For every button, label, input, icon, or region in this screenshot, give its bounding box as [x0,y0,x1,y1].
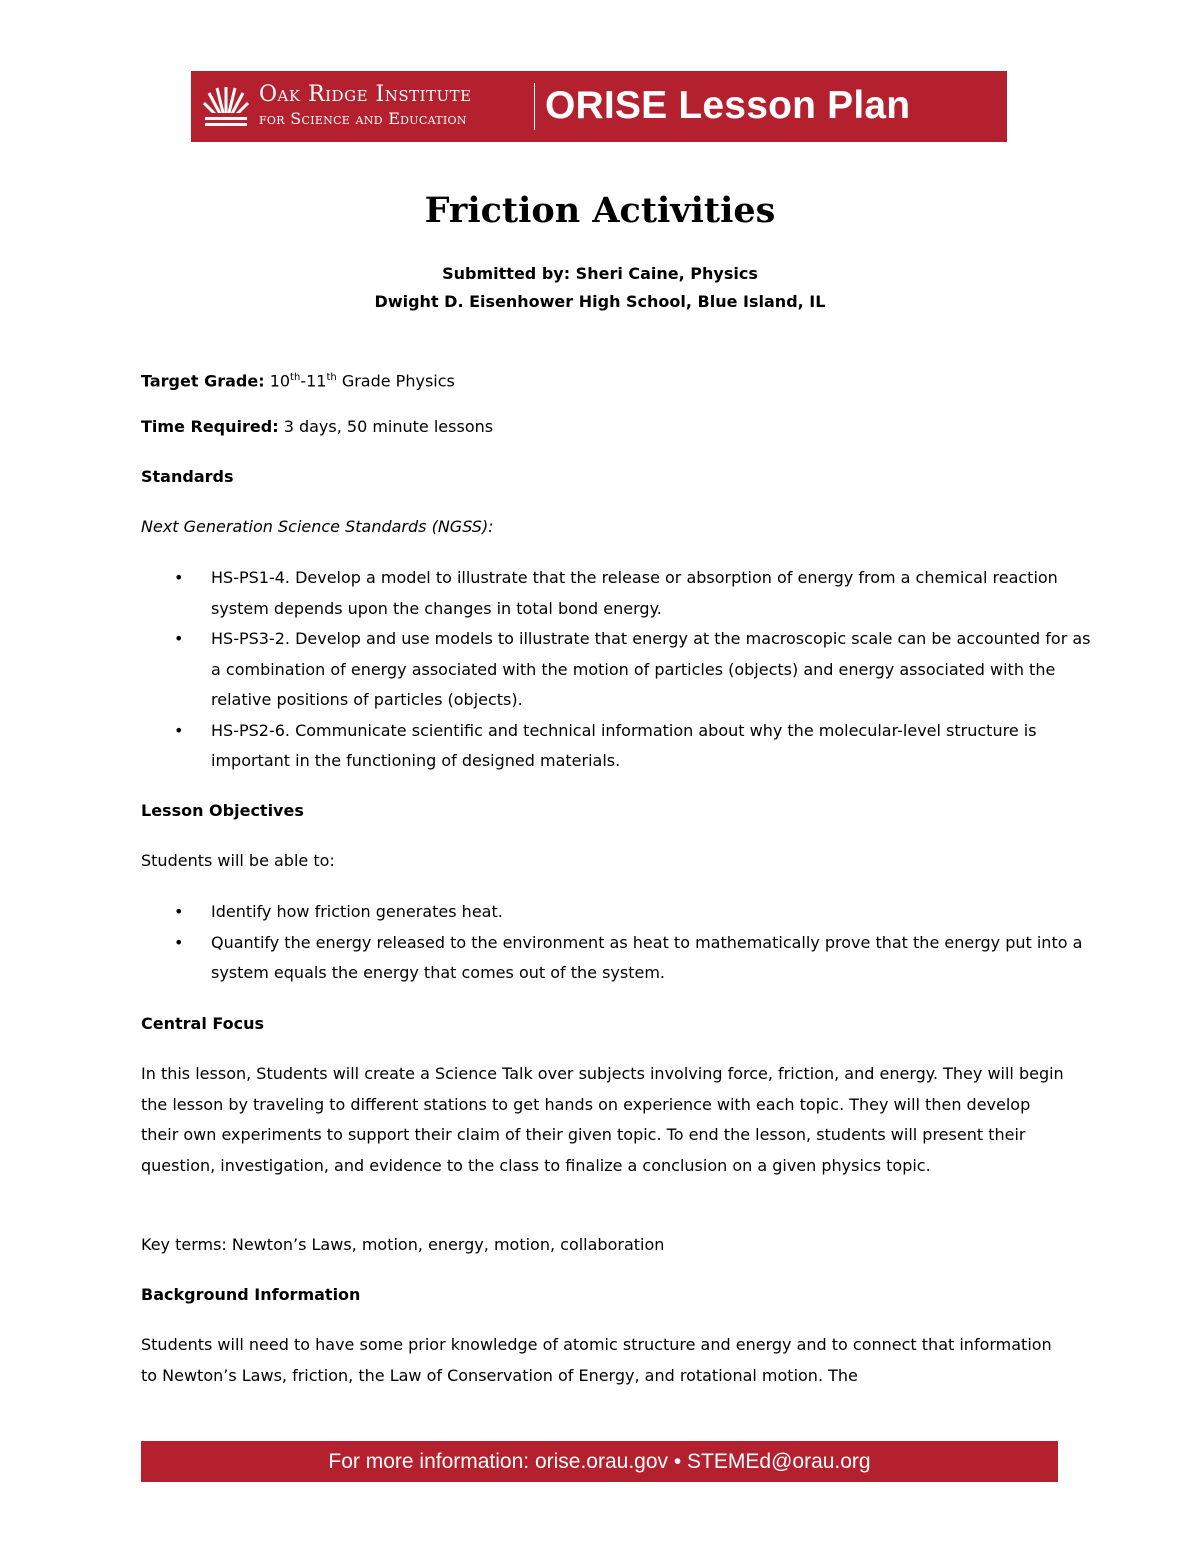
bullet-icon: • [174,629,184,648]
bullet-icon: • [174,568,184,587]
objective-item-text: Identify how friction generates heat. [211,902,503,921]
central-focus-body: In this lesson, Students will create a Science Talk over subjects involving force, friction, and energy. They will begin the lesson by traveling to different stations to get hands on experience with each topic. They will then develop their own experiments to support their claim of their given topic. To end the lesson, students will present their question, investigation, and evidence to the class to finalize a conclusion on a given physics topic. [141,1064,1064,1175]
key-terms: Key terms: Newton’s Laws, motion, energy, motion, collaboration [141,1235,665,1254]
standards-heading: Standards [141,467,234,486]
footer-banner: For more information: orise.orau.gov • STEMEd@orau.org [141,1441,1058,1482]
standard-item-text: HS-PS1-4. Develop a model to illustrate that the release or absorption of energy from a chemical reaction system depends upon the changes in total bond energy. [211,568,1058,618]
grade-to: 11 [306,371,327,391]
time-required-value: 3 days, 50 minute lessons [283,417,494,436]
target-grade [141,368,455,391]
objectives-list [141,897,1101,989]
bullet-icon: • [174,902,184,921]
list-item [141,897,1101,928]
grade-from-suffix: th [290,372,301,383]
standard-item-text: HS-PS3-2. Develop and use models to illustrate that energy at the macroscopic scale can be accounted for as a combination of energy associated with the motion of particles (objects) and energy associated with the relative positions of particles (objects). [211,629,1091,709]
central-focus-heading: Central Focus [141,1014,265,1033]
background-heading: Background Information [141,1285,361,1304]
bullet-icon: • [174,932,184,952]
list-item [141,716,1101,777]
document-title: Friction Activities [424,190,776,231]
standard-item-text: HS-PS2-6. Communicate scientific and technical information about why the molecular-level structure is important in the functioning of designed materials. [211,720,1037,770]
time-required-label: Time Required: [141,417,279,436]
banner-title: ORISE Lesson Plan [545,84,911,127]
bullet-icon: • [174,720,184,740]
time-required [141,417,493,437]
institute-name-line1: Oak Ridge Institute [259,82,472,107]
list-item [141,624,1101,716]
list-item [141,563,1101,624]
list-item [141,928,1101,989]
objectives-intro: Students will be able to: [141,851,335,870]
sunburst-logo-icon [203,83,249,129]
objectives-heading: Lesson Objectives [141,801,304,820]
school-line: Dwight D. Eisenhower High School, Blue Island, IL [374,292,826,311]
grade-to-suffix: th [326,372,337,383]
grade-dash: - [300,371,307,391]
target-grade-label: Target Grade: [141,371,265,391]
header-banner [191,71,1007,142]
background-body: Students will need to have some prior knowledge of atomic structure and energy and to connect that information to Newton’s Laws, friction, the Law of Conservation of Energy, and rotational motion. The [141,1335,1052,1385]
institute-name-line2: for Science and Education [259,109,467,128]
standards-list [141,563,1101,777]
grade-from: 10 [269,371,291,391]
grade-subject: Grade Physics [341,371,455,391]
submitted-by: Submitted by: Sheri Caine, Physics [442,264,758,283]
banner-divider [534,83,535,130]
ngss-subheading: Next Generation Science Standards (NGSS): [141,517,494,536]
objective-item-text: Quantify the energy released to the environment as heat to mathematically prove that the energy put into a system equals the energy that comes out of the system. [211,932,1083,982]
